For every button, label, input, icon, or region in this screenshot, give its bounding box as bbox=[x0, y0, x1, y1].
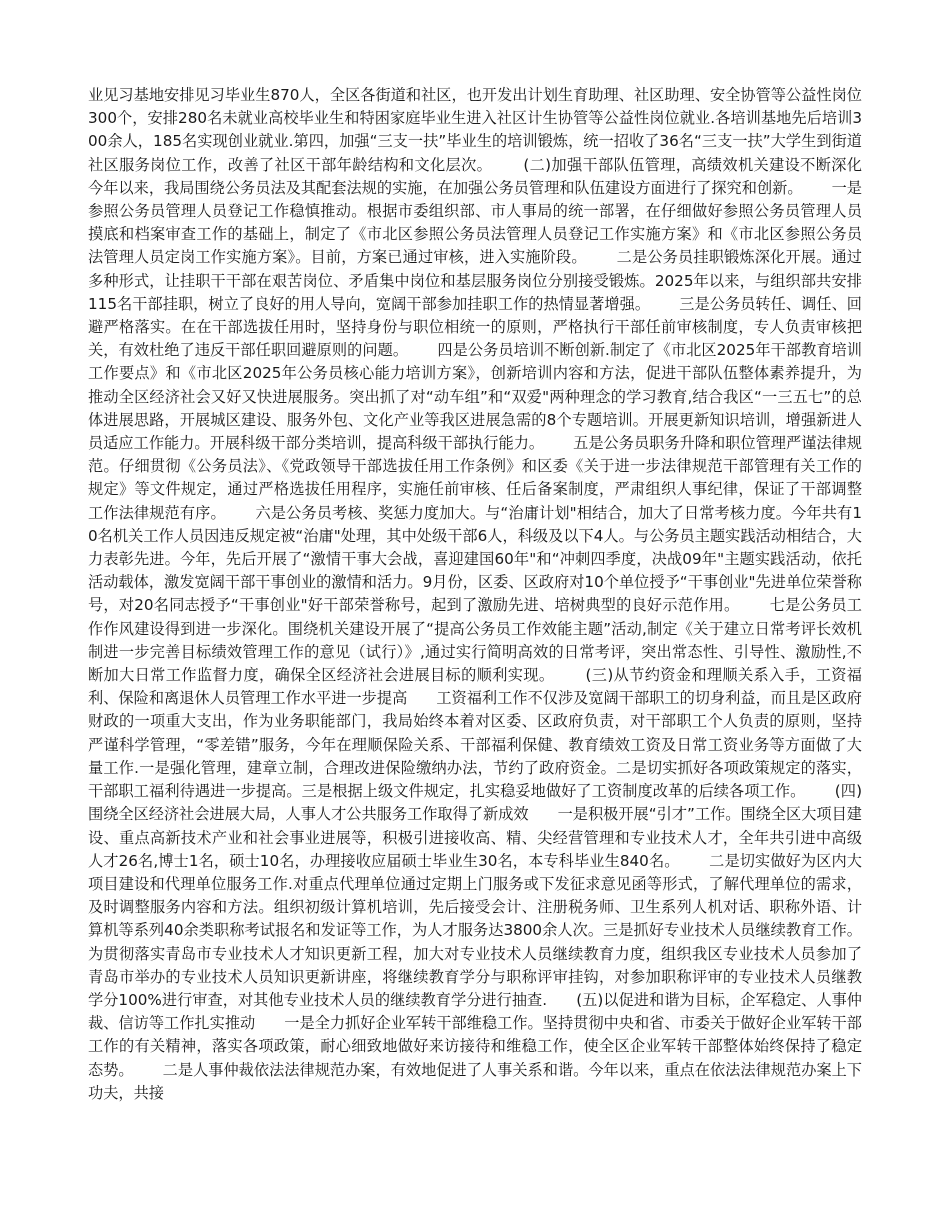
body-text: 业见习基地安排见习毕业生870人，全区各街道和社区，也开发出计划生育助理、社区助理、安全协管等公益性岗位300个，安排280名未就业高校毕业生和特困家庭毕业生进入社区计生协管等公益性岗位就业.各培训基地先后培训300余人，185名实现创业就业.第四，加强“三支一扶”毕业生的培训锻炼，统一招收了36名“三支一扶”大学生到街道社区服务岗位工作，改善了社区干部年龄结构和文化层次。 (二)加强干部队伍管理，高绩效机关建设不断深化 今年以来，我局围绕公务员法及其配套法规的实施，在加强公务员管理和队伍建设方面进行了探究和创新。 一是参照公务员管理人员登记工作稳慎推动。根据市委组织部、市人事局的统一部署，在仔细做好参照公务员管理人员摸底和档案审查工作的基础上，制定了《市北区参照公务员法管理人员登记工作实施方案》和《市北区参照公务员法管理人员定岗工作实施方案》。目前，方案已通过审核，进入实施阶段。 二是公务员挂职锻炼深化开展。通过多种形式，让挂职干干部在艰苦岗位、矛盾集中岗位和基层服务岗位分别接受锻炼。2025年以来，与组织部共安排115名干部挂职，树立了良好的用人导向，宽阔干部参加挂职工作的热情显著增强。 三是公务员转任、调任、回避严格落实。在在干部选拔任用时，坚持身份与职位相统一的原则，严格执行干部任前审核制度，专人负责审核把关，有效杜绝了违反干部任职回避原则的问题。 四是公务员培训不断创新.制定了《市北区2025年干部教育培训工作要点》和《市北区2025年公务员核心能力培训方案》，创新培训内容和方法，促进干部队伍整体素养提升，为推动全区经济社会又好又快进展服务。突出抓了对“动车组”和“双爱"两种理念的学习教育,结合我区“一三五七”的总体进展思路，开展城区建设、服务外包、文化产业等我区进展急需的8个专题培训。开展更新知识培训，增强新进人员适应工作能力。开展科级干部分类培训，提高科级干部执行能力。 五是公务员职务升降和职位管理严谨法律规范。仔细贯彻《公务员法》、《党政领导干部选拔任用工作条例》和区委《关于进一步法律规范干部管理有关工作的规定》等文件规定，通过严格选拔任用程序，实施任前审核、任后备案制度，严肃组织人事纪律，保证了干部调整工作法律规范有序。 六是公务员考核、奖惩力度加大。与“治庸计划"相结合，加大了日常考核力度。今年共有10名机关工作人员因违反规定被“治庸"处理，其中处级干部6人，科级及以下4人。与公务员主题实践活动相结合，大力表彰先进。今年，先后开展了“激情干事大会战，喜迎建国60年"和“冲刺四季度，决战09年"主题实践活动，依托活动载体，激发宽阔干部干事创业的激情和活力。9月份，区委、区政府对10个单位授予“干事创业"先进单位荣誉称号，对20名同志授予“干事创业"好干部荣誉称号，起到了激励先进、培树典型的良好示范作用。 七是公务员工作作风建设得到进一步深化。围绕机关建设开展了“提高公务员工作效能主题”活动,制定《关于建立日常考评长效机制进一步完善目标绩效管理工作的意见（试行）》,通过实行简明高效的日常考评，突出常态性、引导性、激励性,不断加大日常工作监督力度，确保全区经济社会进展目标的顺利实现。 (三)从节约资金和理顺关系入手，工资福利、保险和离退休人员管理工作水平进一步提高 工资福利工作不仅涉及宽阔干部职工的切身利益，而且是区政府财政的一项重大支出，作为业务职能部门，我局始终本着对区委、区政府负责，对干部职工个人负责的原则，坚持严谨科学管理，“零差错”服务，今年在理顺保险关系、干部福利保健、教育绩效工资及日常工资业务等方面做了大量工作.一是强化管理，建章立制，合理改进保险缴纳办法，节约了政府资金。二是切实抓好各项政策规定的落实，干部职工福利待遇进一步提高。三是根据上级文件规定，扎实稳妥地做好了工资制度改革的后续各项工作。 (四)围绕全区经济社会进展大局，人事人才公共服务工作取得了新成效 一是积极开展“引才”工作。围绕全区大项目建设、重点高新技术产业和社会事业进展等，积极引进接收高、精、尖经营管理和专业技术人才，全年共引进中高级人才26名,博士1名，硕士10名，办理接收应届硕士毕业生30名，本专科毕业生840名。 二是切实做好为区内大项目建设和代理单位服务工作.对重点代理单位通过定期上门服务或下发征求意见函等形式，了解代理单位的需求，及时调整服务内容和方法。组织初级计算机培训，先后接受会计、注册税务师、卫生系列人机对话、职称外语、计算机等系列40余类职称考试报名和发证等工作，为人才服务达3800余人次。三是抓好专业技术人员继续教育工作。为贯彻落实青岛市专业技术人才知识更新工程，加大对专业技术人员继续教育力度，组织我区专业技术人员参加了青岛市举办的专业技术人员知识更新讲座，将继续教育学分与职称评审挂钩，对参加职称评审的专业技术人员继教学分100%进行审查，对其他专业技术人员的继续教育学分进行抽查. (五)以促进和谐为目标，企军稳定、人事仲裁、信访等工作扎实推动 一是全力抓好企业军转干部维稳工作。坚持贯彻中央和省、市委关于做好企业军转干部工作的有关精神，落实各项政策，耐心细致地做好来访接待和维稳工作，使全区企业军转干部整体始终保持了稳定态势。 二是人事仲裁依法法律规范办案，有效地促进了人事关系和谐。今年以来，重点在依法法律规范办案上下功夫，共接 bbox=[88, 86, 891, 1102]
